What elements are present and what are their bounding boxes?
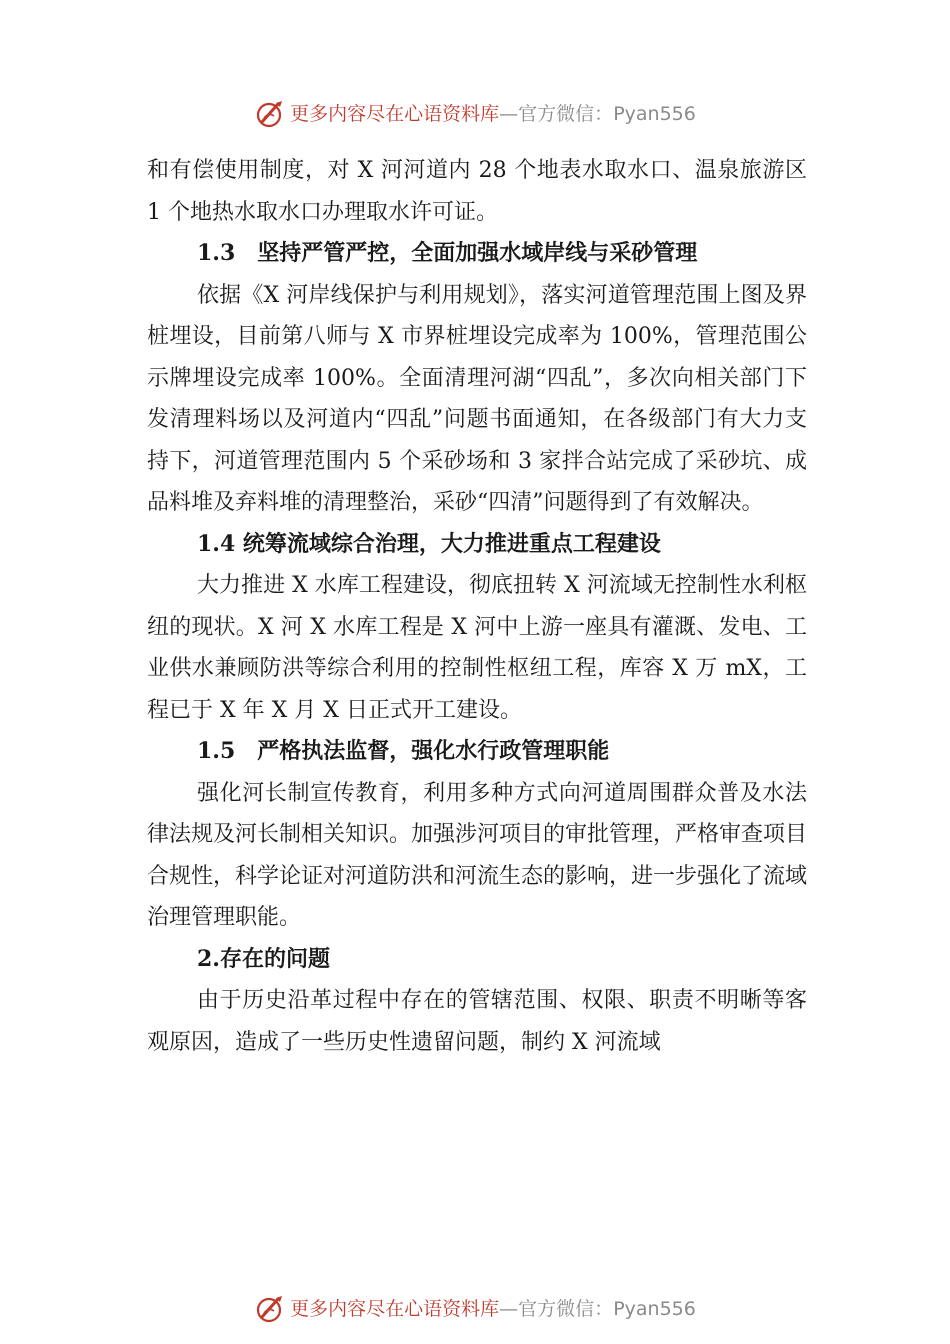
header-wechat-id: Pyan556 [613, 103, 696, 125]
header-banner [0, 97, 950, 131]
heading-1-5: 1.5 严格执法监督，强化水行政管理职能 [197, 738, 610, 764]
header-brand-text: 更多内容尽在心语资料库 [290, 103, 500, 125]
paragraph-2: 由于历史沿革过程中存在的管辖范围、权限、职责不明晰等客观原因，造成了一些历史性遗留问题，制约 X 河流域 [147, 988, 807, 1055]
footer-wechat-id: Pyan556 [613, 1298, 696, 1320]
brand-logo-icon [254, 1293, 286, 1325]
footer-brand-text: 更多内容尽在心语资料库 [290, 1298, 500, 1320]
heading-1-4: 1.4 统筹流域综合治理，大力推进重点工程建设 [197, 530, 661, 557]
document-body [147, 150, 807, 1063]
paragraph-1-3: 依据《X 河岸线保护与利用规划》，落实河道管理范围上图及界桩埋设，目前第八师与 X 市界桩埋设完成率为 100%，管理范围公示牌埋设完成率 100%。全面清理河湖“四乱”，多次向相关部门下发清理料场以及河道内“四乱”问题书面通知，在各级部门有大力支持下，河道管理范围内 5 个采砂场和 3 家拌合站完成了采砂坑、成品料堆及弃料堆的清理整治，采砂“四清”问题得到了有效解决。 [147, 282, 807, 515]
paragraph-intro: 和有偿使用制度，对 X 河河道内 28 个地表水取水口、温泉旅游区 1 个地热水取水口办理取水许可证。 [147, 158, 807, 225]
footer-banner [0, 1292, 950, 1326]
footer-official: 官方微信： [518, 1298, 614, 1320]
header-dash: — [499, 103, 519, 125]
brand-logo-icon [254, 98, 286, 130]
paragraph-1-4: 大力推进 X 水库工程建设，彻底扭转 X 河流域无控制性水利枢纽的现状。X 河 X 水库工程是 X 河中上游一座具有灌溉、发电、工业供水兼顾防洪等综合利用的控制性枢纽工程，库容 X 万 mX，工程已于 X 年 X 月 X 日正式开工建设。 [147, 573, 807, 723]
heading-1-3: 1.3 坚持严管严控，全面加强水域岸线与采砂管理 [197, 240, 698, 266]
heading-2: 2.存在的问题 [197, 945, 330, 972]
paragraph-1-5: 强化河长制宣传教育，利用多种方式向河道周围群众普及水法律法规及河长制相关知识。加强涉河项目的审批管理，严格审查项目合规性，科学论证对河道防洪和河流生态的影响，进一步强化了流域治理管理职能。 [147, 780, 808, 930]
header-official: 官方微信： [518, 103, 614, 125]
footer-dash: — [499, 1298, 519, 1320]
